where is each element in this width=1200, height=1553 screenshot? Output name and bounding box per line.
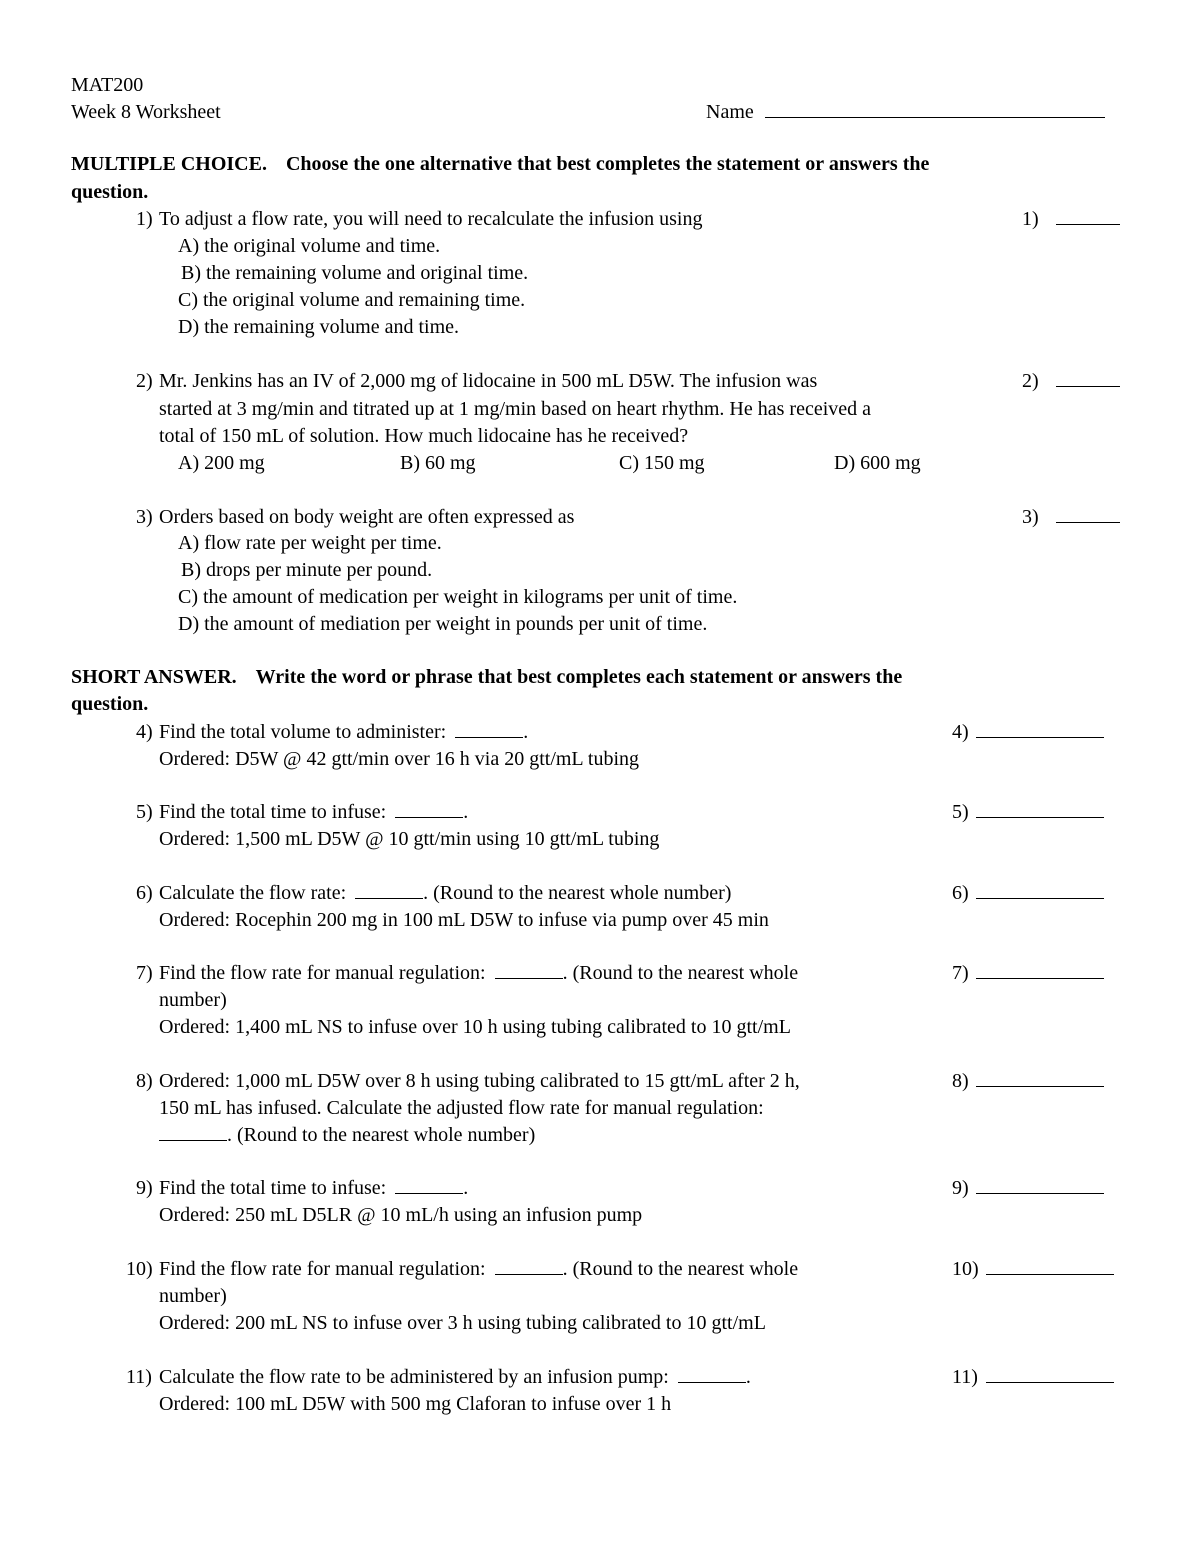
q9-number: 9) xyxy=(136,1177,153,1199)
q7-answer-blank[interactable] xyxy=(976,962,1104,979)
q1-option-d[interactable]: D) the remaining volume and time. xyxy=(178,316,460,338)
q11-prompt-line xyxy=(159,1365,751,1389)
q5-prompt-line xyxy=(159,800,468,824)
q4-after: . xyxy=(523,721,529,743)
q9-after: . xyxy=(463,1177,469,1199)
q3-answer-label: 3) xyxy=(1022,506,1039,528)
q3-answer-blank[interactable] xyxy=(1056,506,1120,523)
q1-text: To adjust a flow rate, you will need to recalculate the infusion using xyxy=(159,208,703,230)
q1-answer-label: 1) xyxy=(1022,208,1039,230)
q1-number: 1) xyxy=(136,208,153,230)
q10-prompt-line xyxy=(159,1257,798,1281)
q2-option-c[interactable]: C) 150 mg xyxy=(619,452,705,474)
q8-line2: 150 mL has infused. Calculate the adjusted flow rate for manual regulation: xyxy=(159,1097,764,1119)
q9-answer-blank[interactable] xyxy=(976,1177,1104,1194)
q7-answer-label: 7) xyxy=(952,962,969,984)
mc-instruction-line1: Choose the one alternative that best completes the statement or answers the xyxy=(285,153,930,175)
worksheet-title: Week 8 Worksheet xyxy=(71,101,221,123)
q10-number: 10) xyxy=(126,1258,153,1280)
q9-inline-blank xyxy=(395,1177,463,1194)
q10-answer-label: 10) xyxy=(952,1258,979,1280)
q11-after: . xyxy=(745,1366,751,1388)
q7-inline-blank xyxy=(495,962,563,979)
q2-line3: total of 150 mL of solution. How much lidocaine has he received? xyxy=(159,425,689,447)
q6-answer-blank[interactable] xyxy=(976,882,1104,899)
q9-answer-label: 9) xyxy=(952,1177,969,1199)
q2-answer-blank[interactable] xyxy=(1056,370,1120,387)
q6-answer-label: 6) xyxy=(952,882,969,904)
sa-instructions xyxy=(71,665,902,689)
q6-number: 6) xyxy=(136,882,153,904)
q8-inline-blank xyxy=(159,1124,227,1141)
sa-heading: SHORT ANSWER. xyxy=(71,666,237,688)
q1-answer-blank[interactable] xyxy=(1056,208,1120,225)
q4-inline-blank xyxy=(455,721,523,738)
mc-heading: MULTIPLE CHOICE. xyxy=(71,153,267,175)
q2-answer-label: 2) xyxy=(1022,370,1039,392)
q11-inline-blank xyxy=(678,1366,746,1383)
q3-option-a[interactable]: A) flow rate per weight per time. xyxy=(178,532,442,554)
q5-inline-blank xyxy=(395,801,463,818)
q6-order: Ordered: Rocephin 200 mg in 100 mL D5W to infuse via pump over 45 min xyxy=(159,909,769,931)
q10-line2: number) xyxy=(159,1285,227,1307)
q1-option-b[interactable]: B) the remaining volume and original time. xyxy=(181,262,529,284)
name-label: Name xyxy=(706,101,754,123)
sa-instruction-line1: Write the word or phrase that best completes each statement or answers the xyxy=(255,666,903,688)
mc-instruction-line2: question. xyxy=(71,181,149,203)
q8-after: . (Round to the nearest whole number) xyxy=(227,1124,536,1146)
q11-number: 11) xyxy=(126,1366,152,1388)
q2-line2: started at 3 mg/min and titrated up at 1 mg/min based on heart rhythm. He has received a xyxy=(159,398,872,420)
q5-answer-blank[interactable] xyxy=(976,801,1104,818)
q10-after: . (Round to the nearest whole xyxy=(562,1258,799,1280)
q4-prompt: Find the total volume to administer: xyxy=(159,721,447,743)
q10-prompt: Find the flow rate for manual regulation: xyxy=(159,1258,486,1280)
q7-order: Ordered: 1,400 mL NS to infuse over 10 h using tubing calibrated to 10 gtt/mL xyxy=(159,1016,791,1038)
q2-option-d[interactable]: D) 600 mg xyxy=(834,452,921,474)
q7-line2: number) xyxy=(159,989,227,1011)
mc-instructions xyxy=(71,152,929,176)
q5-number: 5) xyxy=(136,801,153,823)
q3-option-d[interactable]: D) the amount of mediation per weight in pounds per unit of time. xyxy=(178,613,708,635)
q11-answer-blank[interactable] xyxy=(986,1366,1114,1383)
q11-order: Ordered: 100 mL D5W with 500 mg Claforan to infuse over 1 h xyxy=(159,1393,672,1415)
q5-after: . xyxy=(463,801,469,823)
q3-text: Orders based on body weight are often expressed as xyxy=(159,506,575,528)
q6-prompt-line xyxy=(159,881,731,905)
q4-order: Ordered: D5W @ 42 gtt/min over 16 h via 20 gtt/mL tubing xyxy=(159,748,640,770)
q8-line1: Ordered: 1,000 mL D5W over 8 h using tubing calibrated to 15 gtt/mL after 2 h, xyxy=(159,1070,800,1092)
q8-number: 8) xyxy=(136,1070,153,1092)
q5-prompt: Find the total time to infuse: xyxy=(159,801,387,823)
q10-order: Ordered: 200 mL NS to infuse over 3 h using tubing calibrated to 10 gtt/mL xyxy=(159,1312,766,1334)
q4-prompt-line xyxy=(159,720,528,744)
q2-option-b[interactable]: B) 60 mg xyxy=(400,452,476,474)
q7-prompt-line xyxy=(159,961,798,985)
q11-prompt: Calculate the flow rate to be administered by an infusion pump: xyxy=(159,1366,669,1388)
q6-prompt: Calculate the flow rate: xyxy=(159,882,347,904)
course-code: MAT200 xyxy=(71,74,144,96)
q10-answer-blank[interactable] xyxy=(986,1258,1114,1275)
q5-order: Ordered: 1,500 mL D5W @ 10 gtt/min using 10 gtt/mL tubing xyxy=(159,828,660,850)
q7-after: . (Round to the nearest whole xyxy=(562,962,799,984)
q9-order: Ordered: 250 mL D5LR @ 10 mL/h using an infusion pump xyxy=(159,1204,643,1226)
q2-line1: Mr. Jenkins has an IV of 2,000 mg of lidocaine in 500 mL D5W. The infusion was xyxy=(159,370,818,392)
sa-instruction-line2: question. xyxy=(71,693,149,715)
q1-option-c[interactable]: C) the original volume and remaining time. xyxy=(178,289,526,311)
q3-option-b[interactable]: B) drops per minute per pound. xyxy=(181,559,433,581)
q5-answer-label: 5) xyxy=(952,801,969,823)
q3-number: 3) xyxy=(136,506,153,528)
q3-option-c[interactable]: C) the amount of medication per weight in kilograms per unit of time. xyxy=(178,586,738,608)
q8-answer-label: 8) xyxy=(952,1070,969,1092)
name-blank[interactable] xyxy=(765,101,1105,118)
q7-prompt: Find the flow rate for manual regulation: xyxy=(159,962,486,984)
q2-number: 2) xyxy=(136,370,153,392)
q9-prompt-line xyxy=(159,1176,468,1200)
q4-answer-label: 4) xyxy=(952,721,969,743)
q7-number: 7) xyxy=(136,962,153,984)
q9-prompt: Find the total time to infuse: xyxy=(159,1177,387,1199)
q6-inline-blank xyxy=(355,882,423,899)
q11-answer-label: 11) xyxy=(952,1366,978,1388)
q8-line3 xyxy=(159,1123,535,1147)
q4-number: 4) xyxy=(136,721,153,743)
q8-answer-blank[interactable] xyxy=(976,1070,1104,1087)
name-field[interactable] xyxy=(706,100,1105,124)
q10-inline-blank xyxy=(495,1258,563,1275)
q2-option-a[interactable]: A) 200 mg xyxy=(178,452,265,474)
q1-option-a[interactable]: A) the original volume and time. xyxy=(178,235,441,257)
q4-answer-blank[interactable] xyxy=(976,721,1104,738)
q6-after: . (Round to the nearest whole number) xyxy=(423,882,732,904)
